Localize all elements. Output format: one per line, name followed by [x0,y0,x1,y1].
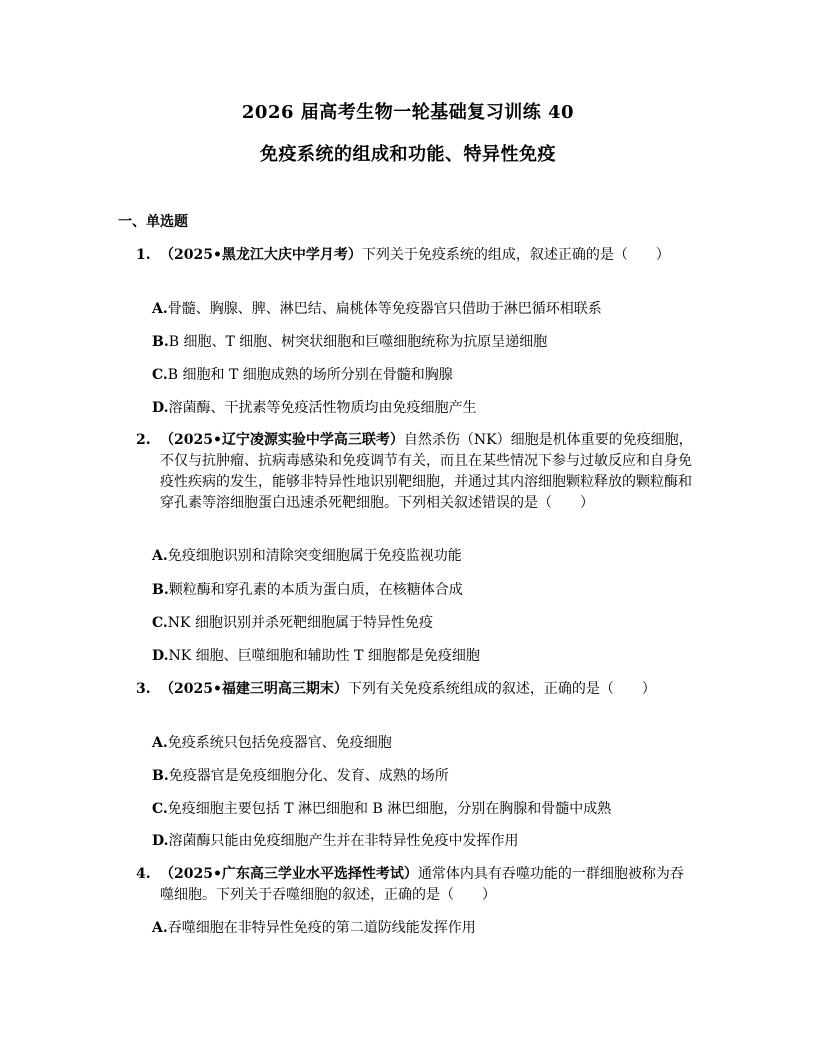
option-d [152,646,480,666]
option-text: 吞噬细胞在非特异性免疫的第二道防线能发挥作用 [167,920,476,936]
option-text: 免疫系统只包括免疫器官、免疫细胞 [167,735,392,751]
question-text: 通常体内具有吞噬功能的一群细胞被称为吞噬细胞。下列关于吞噬细胞的叙述，正确的是（ ） [160,866,684,903]
question-1 [136,245,696,266]
document-title: 2026 届高考生物一轮基础复习训练 40 [241,102,575,123]
option-b [152,332,547,352]
question-4 [136,864,696,906]
option-text: 骨髓、胸腺、脾、淋巴结、扁桃体等免疫器官只借助于淋巴循环相联系 [167,301,602,317]
question-number: 1. [136,247,151,263]
option-letter: C. [152,615,168,631]
option-text: B 细胞、T 细胞、树突状细胞和巨噬细胞统称为抗原呈递细胞 [168,334,548,350]
option-c [152,613,433,633]
question-number: 4. [136,866,151,882]
option-a [152,918,476,938]
option-letter: A. [152,301,168,317]
option-letter: C. [152,801,168,817]
option-letter: D. [152,833,169,849]
question-stem [160,430,696,514]
question-text: 自然杀伤（NK）细胞是机体重要的免疫细胞，不仅与抗肿瘤、抗病毒感染和免疫调节有关，而且在某些情况下参与过敏反应和自身免疫性疾病的发生，能够非特异性地识别靶细胞，并通过其内溶细胞颗粒释放的颗粒酶和穿孔素等溶细胞蛋白迅速杀死靶细胞。下列相关叙述错误的是（ ） [160,432,693,511]
option-a [152,299,602,319]
question-source: （2025•广东高三学业水平选择性考试） [160,866,418,882]
option-c [152,799,611,819]
option-text: 免疫器官是免疫细胞分化、发育、成熟的场所 [168,768,449,784]
option-letter: C. [152,367,168,383]
option-text: NK 细胞识别并杀死靶细胞属于特异性免疫 [167,615,433,631]
option-letter: D. [152,648,169,664]
option-text: 免疫细胞识别和清除突变细胞属于免疫监视功能 [167,548,462,564]
option-text: 溶菌酶、干扰素等免疫活性物质均由免疫细胞产生 [168,400,477,416]
option-d [152,398,477,418]
option-text: NK 细胞、巨噬细胞和辅助性 T 细胞都是免疫细胞 [168,648,480,664]
option-b [152,580,463,600]
question-number: 3. [136,681,151,697]
option-a [152,546,462,566]
option-letter: D. [152,400,169,416]
option-letter: A. [152,548,168,564]
option-text: 颗粒酶和穿孔素的本质为蛋白质，在核糖体合成 [168,582,463,598]
option-text: 免疫细胞主要包括 T 淋巴细胞和 B 淋巴细胞，分别在胸腺和骨髓中成熟 [167,801,612,817]
question-stem [160,245,696,266]
document-subtitle: 免疫系统的组成和功能、特异性免疫 [260,144,556,165]
option-b [152,766,449,786]
option-letter: B. [152,768,169,784]
option-letter: B. [152,582,169,598]
option-letter: B. [152,334,169,350]
option-text: 溶菌酶只能由免疫细胞产生并在非特异性免疫中发挥作用 [168,833,519,849]
option-d [152,831,519,851]
question-source: （2025•福建三明高三期末） [160,681,348,697]
question-source: （2025•黑龙江大庆中学月考） [160,247,362,263]
question-text: 下列关于免疫系统的组成，叙述正确的是（ ） [361,247,670,263]
option-c [152,365,453,385]
question-text: 下列有关免疫系统组成的叙述，正确的是（ ） [347,681,656,697]
question-3 [136,679,696,700]
question-2 [136,430,696,514]
question-source: （2025•辽宁凌源实验中学高三联考） [160,432,404,448]
option-text: B 细胞和 T 细胞成熟的场所分别在骨髓和胸腺 [167,367,453,383]
question-number: 2. [136,432,151,448]
option-letter: A. [152,735,168,751]
option-letter: A. [152,920,168,936]
question-stem [160,679,696,700]
section-heading: 一、单选题 [118,214,188,230]
option-a [152,733,392,753]
question-stem [160,864,696,906]
